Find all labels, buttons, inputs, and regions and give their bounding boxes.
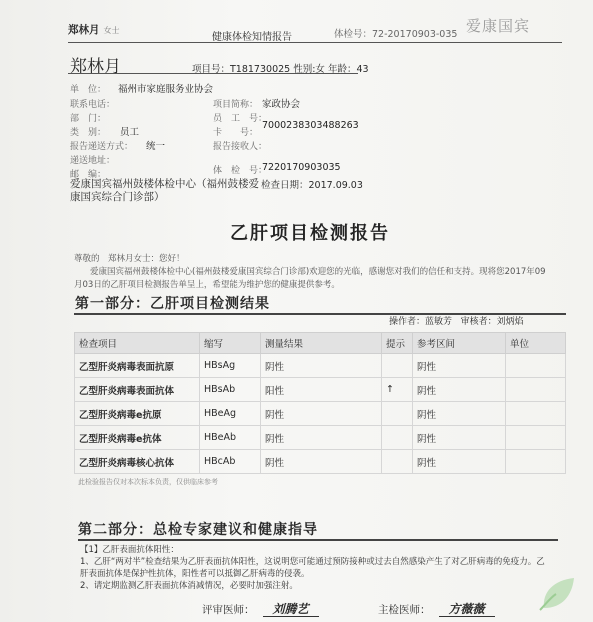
advice-line1: 1、乙肝“两对半”检查结果为乙肝表面抗体阳性，这说明您可能通过预防接种或过去自然感染产生了对乙肝病毒的免疫力。乙肝表面抗体是保护性抗体，阳性者可以抵御乙肝病毒的侵袭。 [80,557,545,579]
patient-gender: 性别:女 [293,64,325,75]
header-patient-name: 郑林月 [68,24,100,36]
project-no: 项目号：T181730025 [192,64,291,75]
check-date: 检查日期：2017.09.03 [261,180,363,191]
row-hint [382,402,413,426]
header-report-title: 健康体检知情报告 [212,32,292,43]
row-unit [506,378,566,402]
row-hint: ↑ [382,378,413,402]
greeting-body: 爱康国宾福州鼓楼体检中心(福州鼓楼爱康国宾综合门诊部)欢迎您的光临，感谢您对我们的信任和支持。现将您2017年09月03日的乙肝项目检测报告单呈上，希望能为维护您的健康提供参考。 [74,267,546,290]
project-value: 家政协会 [262,99,301,110]
row-result: 阴性 [261,450,382,474]
row-result: 阳性 [261,378,382,402]
chief-signature [378,600,495,617]
examno-label: 体 检 号： [213,166,268,176]
row-item: 乙型肝炎病毒表面抗原 [75,354,200,378]
row-hint [382,354,413,378]
address-label: 递送地址： [70,156,116,166]
examno-value: 7220170903035 [262,162,341,173]
unit-label: 单 位： [70,85,107,95]
row-unit [506,450,566,474]
unit-value: 福州市家庭服务业协会 [118,84,214,95]
section1-title: 第一部分：乙肝项目检测结果 [75,296,270,312]
row-ref: 阴性 [413,426,506,450]
row-abbr: HBsAg [200,354,261,378]
brand-logo: 爱康国宾 [466,17,531,35]
phone-label: 联系电话： [70,100,116,110]
project-label: 项目简称： [213,100,259,110]
header-divider [68,42,562,43]
col-result: 测量结果 [261,333,382,354]
results-table [74,332,566,474]
row-unit [506,426,566,450]
table-row [75,402,566,426]
zip-label: 邮 编： [70,170,107,180]
reviewer-sign-name: 刘腾艺 [263,602,319,617]
row-abbr: HBeAg [200,402,261,426]
operators [389,314,524,327]
row-result: 阴性 [261,402,382,426]
reviewer-signature [202,600,319,617]
name-divider [68,73,358,74]
staff-label: 员 工 号： [213,114,268,124]
reviewer: 审核者：刘炳焰 [460,317,524,327]
reviewer-sign-label: 评审医师： [202,604,255,616]
col-unit: 单位 [506,333,566,354]
row-result: 阴性 [261,426,382,450]
advice-block [80,544,550,592]
category-label: 类 别： [70,128,107,138]
row-hint [382,426,413,450]
lab-disclaimer: 此检验报告仅对本次标本负责，仅供临床参考 [78,478,218,486]
row-ref: 阴性 [413,450,506,474]
col-item: 检查项目 [75,333,200,354]
results-header-row [75,333,566,354]
category-value: 员工 [120,127,140,138]
col-ref: 参考区间 [413,333,506,354]
table-row [75,378,566,402]
row-abbr: HBcAb [200,450,261,474]
row-item: 乙型肝炎病毒表面抗体 [75,378,200,402]
col-abbr: 缩写 [200,333,261,354]
report-title: 乙肝项目检测报告 [230,223,390,244]
delivery-label: 报告递送方式： [70,142,134,152]
greeting-salutation: 尊敬的 郑林月女士：您好！ [74,254,185,264]
leaf-logo-icon [536,574,582,614]
row-ref: 阴性 [413,354,506,378]
greeting [74,253,554,292]
advice-title: 【1】乙肝表面抗体阳性： [80,545,179,555]
table-row [75,426,566,450]
row-item: 乙型肝炎病毒核心抗体 [75,450,200,474]
row-item: 乙型肝炎病毒e抗体 [75,426,200,450]
patient-age: 年龄：43 [327,64,369,75]
row-abbr: HBeAb [200,426,261,450]
table-row [75,450,566,474]
receiver-label: 报告接收人： [213,142,268,152]
row-unit [506,402,566,426]
advice-line2: 2、请定期监测乙肝表面抗体消减情况，必要时加强注射。 [80,581,298,591]
row-abbr: HBsAb [200,378,261,402]
dept-label: 部 门： [70,114,107,124]
row-result: 阴性 [261,354,382,378]
row-ref: 阴性 [413,402,506,426]
card-value: 7000238303488263 [262,120,359,131]
row-unit [506,354,566,378]
header-exam-no: 体检号：72-20170903-035 [334,29,458,40]
section2-title: 第二部分：总检专家建议和健康指导 [78,522,318,538]
operator: 操作者：蓝敏芳 [389,317,453,327]
col-hint: 提示 [382,333,413,354]
row-item: 乙型肝炎病毒e抗原 [75,402,200,426]
section2-divider [78,539,558,541]
row-hint [382,450,413,474]
card-label: 卡 号： [213,128,259,138]
row-ref: 阴性 [413,378,506,402]
table-row [75,354,566,378]
chief-sign-name: 方薇薇 [439,602,495,617]
exam-center-name: 爱康国宾福州鼓楼体检中心（福州鼓楼爱康国宾综合门诊部） [70,178,259,203]
patient-name: 郑林月 [70,57,121,77]
header-gender: 女士 [103,26,120,35]
delivery-value: 统一 [146,141,166,152]
header-patient [68,22,120,37]
chief-sign-label: 主检医师： [378,604,431,616]
